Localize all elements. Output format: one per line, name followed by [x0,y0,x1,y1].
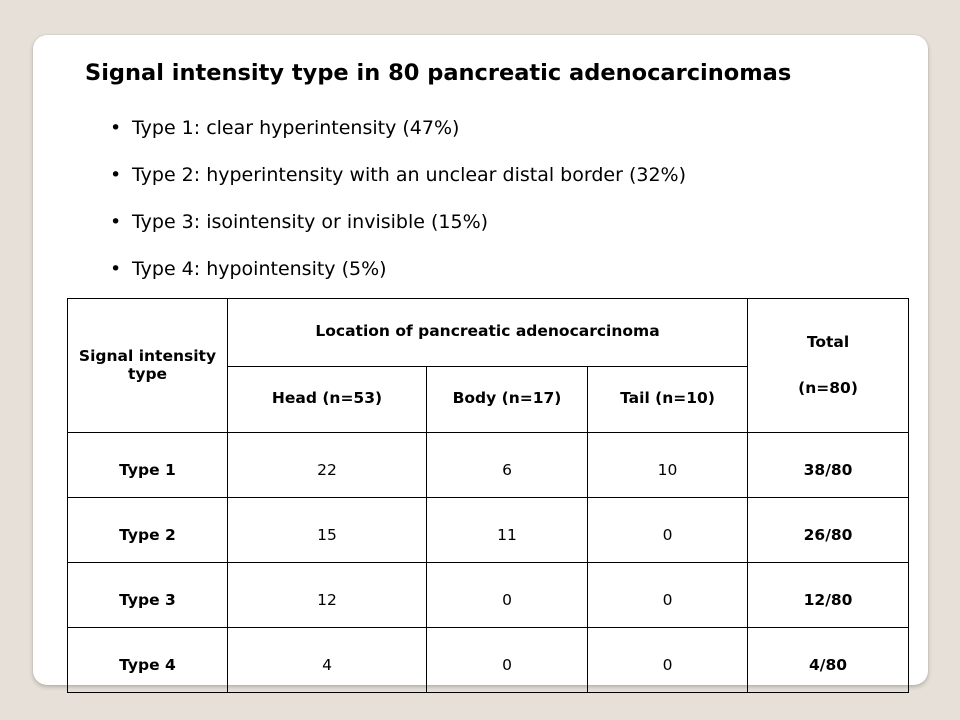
cell-head: 4 [228,628,427,693]
header-head: Head (n=53) [228,366,427,433]
table-row [68,563,909,628]
cell-total: 26/80 [748,498,909,563]
header-location: Location of pancreatic adenocarcinoma [228,299,748,367]
table-row [68,433,909,498]
header-tail: Tail (n=10) [588,366,748,433]
cell-body: 0 [427,563,588,628]
cell-tail: 0 [588,498,748,563]
cell-total: 12/80 [748,563,909,628]
bullet-dot-icon: • [110,164,122,186]
header-total-n: (n=80) [748,366,909,433]
cell-total: 4/80 [748,628,909,693]
bullet-text: Type 1: clear hyperintensity (47%) [132,117,460,139]
row-type: Type 4 [68,628,228,693]
cell-head: 22 [228,433,427,498]
row-type: Type 1 [68,433,228,498]
cell-tail: 10 [588,433,748,498]
row-type: Type 2 [68,498,228,563]
bullet-item [110,117,686,164]
cell-body: 11 [427,498,588,563]
cell-tail: 0 [588,628,748,693]
data-table [67,298,909,693]
bullet-text: Type 3: isointensity or invisible (15%) [132,211,489,233]
bullet-list [110,117,686,305]
header-total: Total [748,299,909,367]
cell-head: 15 [228,498,427,563]
cell-body: 0 [427,628,588,693]
cell-head: 12 [228,563,427,628]
table-row [68,498,909,563]
cell-tail: 0 [588,563,748,628]
table-header-row [68,299,909,367]
bullet-item [110,211,686,258]
bullet-dot-icon: • [110,211,122,233]
row-type: Type 3 [68,563,228,628]
bullet-text: Type 4: hypointensity (5%) [132,258,387,280]
slide-title: Signal intensity type in 80 pancreatic adenocarcinomas [85,60,792,86]
header-signal-intensity-type: Signal intensity type [68,299,228,433]
cell-body: 6 [427,433,588,498]
bullet-item [110,164,686,211]
table-row [68,628,909,693]
cell-total: 38/80 [748,433,909,498]
bullet-dot-icon: • [110,258,122,280]
bullet-dot-icon: • [110,117,122,139]
header-body: Body (n=17) [427,366,588,433]
bullet-text: Type 2: hyperintensity with an unclear distal border (32%) [132,164,687,186]
